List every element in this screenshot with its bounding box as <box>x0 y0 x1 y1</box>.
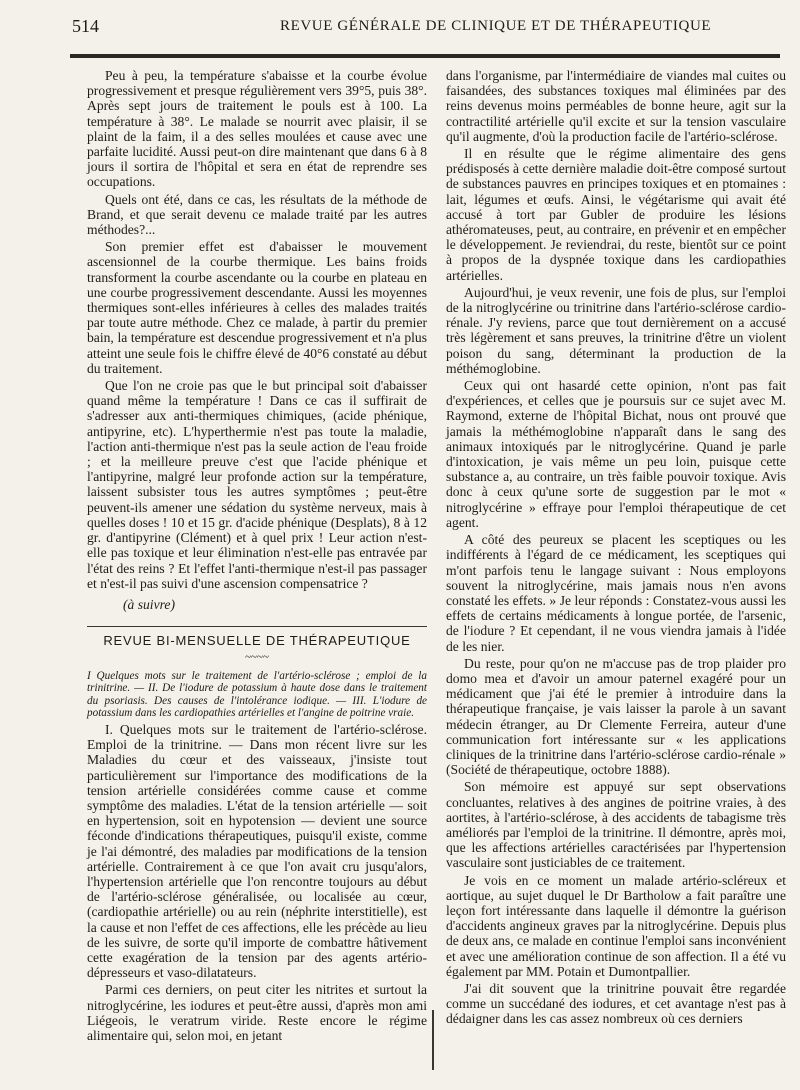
page-number: 514 <box>72 16 99 36</box>
paragraph: Du reste, pour qu'on ne m'accuse pas de trop plaider pro domo mea et d'avoir un amour paternel exagéré pour un médicament que j'ai été le premier à introduire dans la thérapeutique française, je vais laisser la parole à un savant médecin étranger, au Dr Clemente Ferreira, auteur d'une communication fort intéressante sur « les applications cliniques de la trinitrine dans l'artério-sclérose cardio-rénale » (Société de thérapeutique, octobre 1888). <box>446 655 786 778</box>
paragraph: I. Quelques mots sur le traitement de l'artério-sclérose. Emploi de la trinitrine. — Dans mon récent livre sur les Maladies du cœur et des vaisseaux, j'insiste tout particulièrement sur l'importance des modifications de la tension artérielle considérées comme cause et comme symptôme des maladies. L'état de la tension artérielle — soit en hypertension, soit en hypotension — devient une source féconde d'indications thérapeutiques, puisqu'il existe, comme je l'ai démontré, des maladies par modifications de la tension artérielle. Contrairement à ce que l'on avait cru jusqu'alors, l'hypertension artérielle que l'on rencontre toujours au début de l'artério-sclérose généralisée, ou localisée au cœur, (cardiopathie artérielle) ou au rein (néphrite interstitielle), est la cause et non l'effet de ces affections, elle les précède au lieu de les suivre, de sorte qu'il importe de combattre hâtivement cette exagération de la tension par des agents artério-dépresseurs et vaso-dilatateurs. <box>87 721 427 981</box>
paragraph: J'ai dit souvent que la trinitrine pouvait être regardée comme un succédané des iodures, et cet avantage n'est pas à dédaigner dans les cas assez nombreux où ces derniers <box>446 980 786 1027</box>
paragraph: Que l'on ne croie pas que le but principal soit d'abaisser quand même la température ! Dans ce cas il suffirait de s'adresser aux anti-thermiques chimiques, (acide phénique, antipyrine, etc). L'hyperthermie n'est pas toute la maladie, l'action anti-thermique n'est pas la seule action de l'eau froide ; et la meilleure preuve c'est que l'acide phénique et l'antipyrine, malgré leur profonde action sur la température, laissent subsister tous les autres symptômes ; peut-être peuvent-ils amener une sédation du système nerveux, mais à quelles doses ! 10 et 15 gr. d'acide phénique (Desplats), 8 à 12 gr. d'antipyrine (Clément) et à quel prix ! Leur action n'est-elle pas toxique et leur élimination n'est-elle pas entravée par l'état des reins ? Et l'effet l'anti-thermique n'est-il pas passager et n'est-il pas suivi d'une ascension compensatrice ? <box>87 378 427 591</box>
paragraph: Peu à peu, la température s'abaisse et la courbe évolue progressivement et presque régulièrement vers 39°5, puis 38°. Après sept jours de traitement le pouls est à 100. La température à 38°. Le malade se nourrit avec plaisir, il se plaint de la faim, il a des selles moulées et cause avec une parfaite lucidité. Aussi peut-on dire maintenant que dans 6 à 8 jours il sortira de l'hôpital et sera en état de reprendre ses occupations. <box>87 68 427 190</box>
paragraph: Il en résulte que le régime alimentaire des gens prédisposés à cette dernière maladie doit-être composé surtout de substances pauvres en principes toxiques et en ptomaines : lait, légumes et œufs. Ainsi, le végétarisme qui avait été accusé à tort par Gubler de produire les lésions athéromateuses, peut, au contraire, en prévenir et en empêcher le développement. Je reviendrai, du reste, bientôt sur ce point à propos de la dyspnée toxique dans les cardiopathies artérielles. <box>446 146 786 283</box>
paragraph: A côté des peureux se placent les sceptiques ou les indifférents à l'égard de ce médicament, les sceptiques qui m'ont parfois tenu le langage suivant : Nous employons souvent la nitroglycérine, mais jamais nous n'en avons constaté les effets. » Je leur réponds : Constatez-vous aussi les effets de certains médicaments à longue portée, de l'arsenic, de l'iodure ? Et cependant, il ne vous viendra jamais à l'idée de les nier. <box>446 532 786 654</box>
margin-bar <box>432 1010 434 1070</box>
paragraph: Je vois en ce moment un malade artério-scléreux et aortique, au sujet duquel le Dr Bartholow a fait paraître une leçon fort intéressante dans laquelle il démontre la guérison d'accidents angineux graves par la nitroglycérine. Depuis plus de deux ans, ce malade en continue l'emploi sans inconvénient et avec une amélioration continue de son affection. Il a été vu également par MM. Potain et Dumontpallier. <box>446 872 786 979</box>
section-summary: I Quelques mots sur le traitement de l'artério-sclérose ; emploi de la trinitrine. — II. De l'iodure de potassium à haute dose dans le traitement du psoriasis. Des causes de l'intolérance iodique. — III. L'iodure de potassium dans les cardiopathies artérielles et l'angine de poitrine vraie. <box>87 669 427 720</box>
left-column <box>87 68 427 1045</box>
decorative-flourish: ~~~~ <box>245 651 269 664</box>
paragraph: Ceux qui ont hasardé cette opinion, n'ont pas fait d'expériences, et celles que je poursuis sur ce sujet avec M. Raymond, externe de l'hôpital Bichat, nous ont prouvé que jamais la méthémoglobine n'apparaît dans le sang des animaux intoxiqués par le nitroglycérine. Quand je parle d'intoxication, je vais même un peu loin, puisque cette substance a, au contraire, un très faible pouvoir toxique. Avis donc à ceux qu'une sorte de suggestion par le mot « nitroglycérine » effraye pour l'emploi thérapeutique de cet agent. <box>446 378 786 530</box>
page-header <box>50 16 780 42</box>
header-rule <box>70 54 780 58</box>
paragraph: dans l'organisme, par l'intermédiaire de viandes mal cuites ou faisandées, des substances toxiques mal éliminées par des reins devenus moins perméables de bonne heure, agit sur la contractilité artérielle qu'il excite et sur la tension vasculaire qu'il augmente, d'où la production facile de l'artério-sclérose. <box>446 68 786 144</box>
running-title: REVUE GÉNÉRALE DE CLINIQUE ET DE THÉRAPEUTIQUE <box>280 18 712 34</box>
paragraph: Son premier effet est d'abaisser le mouvement ascensionnel de la courbe thermique. Les bains froids transforment la courbe ascendante ou la courbe en plateau en une courbe progressivement descendante. Aussi les moyennes thermiques sont-elles inférieures à celles des malades traités par toute autre méthode. Chez ce malade, à partir du premier bain, la température est descendue progressivement et n'a plus atteint une seule fois le chiffre élevé de 40°6 constaté au début du traitement. <box>87 239 427 376</box>
right-column <box>446 68 786 1029</box>
paragraph: Quels ont été, dans ce cas, les résultats de la méthode de Brand, et que serait devenu ce malade traité par les autres méthodes?... <box>87 191 427 238</box>
section-title: REVUE BI-MENSUELLE DE THÉRAPEUTIQUE <box>87 626 427 648</box>
continuation-note: (à suivre) <box>123 596 175 612</box>
paragraph: Son mémoire est appuyé sur sept observations concluantes, relatives à des angines de poitrine vraies, à des aortites, à l'artério-sclérose, à des accidents de tabagisme très améliorés par l'emploi de la trinitrine. Il démontre, après moi, que les affections artérielles caractérisées par l'hypertension vasculaire sont justiciables de ce traitement. <box>446 779 786 871</box>
paragraph: Aujourd'hui, je veux revenir, une fois de plus, sur l'emploi de la nitroglycérine ou trinitrine dans l'artério-sclérose cardio-rénale. J'y reviens, parce que tout dernièrement on a accusé très légèrement et sans preuves, la trinitrine d'être un violent poison du sang, déterminant la production de la méthémoglobine. <box>446 284 786 376</box>
paragraph: Parmi ces derniers, on peut citer les nitrites et surtout la nitroglycérine, les iodures et peut-être aussi, d'après mon ami Liégeois, le veratrum viride. Reste encore le régime alimentaire qui, selon moi, en jetant <box>87 982 427 1043</box>
